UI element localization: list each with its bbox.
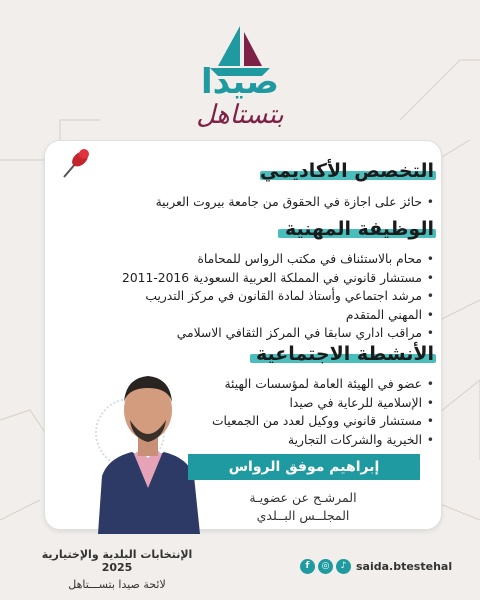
career-list — [122, 250, 434, 343]
candidate-name-banner: إبراهيم موفق الرواس — [188, 454, 420, 480]
instagram-icon[interactable]: ◎ — [318, 559, 333, 574]
brand-logo — [170, 22, 310, 132]
academic-list — [156, 193, 434, 212]
brand-tagline: بتستاهل — [196, 100, 284, 130]
social-icons — [300, 559, 351, 574]
candidate-role-line2: المجلــس البــلدي — [256, 508, 350, 523]
brand-name: صيدا — [200, 62, 280, 102]
tiktok-icon[interactable]: ♪ — [336, 559, 351, 574]
election-title: الإنتخابات البلدية والإختيارية 2025 — [41, 548, 193, 574]
list-item: • مراقب اداري سابقا في المركز الثقافي الاسلامي — [122, 324, 434, 343]
list-item: • محام بالاستئناف في مكتب الرواس للمحاماة — [122, 250, 434, 269]
list-item: • حائز على اجازة في الحقوق من جامعة بيروت العربية — [156, 193, 434, 212]
footer-caption — [32, 548, 202, 591]
facebook-icon[interactable]: f — [300, 559, 315, 574]
push-pin-icon — [56, 143, 96, 183]
candidate-photo — [88, 358, 208, 534]
list-name: لائحة صيدا بتســـتاهل — [68, 578, 166, 591]
social-list — [212, 375, 434, 449]
list-item: • مستشار قانوني في المملكة العربية السعودية 2016-2011 — [122, 269, 434, 288]
section-title-academic: التخصص الأكاديمي — [259, 160, 434, 182]
list-item-continuation: • الخيرية والشركات التجارية — [212, 431, 434, 450]
candidate-role-line1: المرشـح عن عضويـة — [249, 490, 357, 505]
list-item: • مرشد اجتماعي وأستاذ لمادة القانون في مركز التدريب — [122, 287, 434, 306]
list-item: • مستشار قانوني ووكيل لعدد من الجمعيات — [212, 412, 434, 431]
section-title-social: الأنشطة الاجتماعية — [256, 343, 434, 365]
social-handle[interactable]: saida.btestehal — [356, 560, 453, 573]
section-title-career: الوظيفة المهنية — [285, 218, 434, 240]
list-item-continuation: • المهني المتقدم — [122, 306, 434, 325]
list-item-continuation: • الإسلامية للرعاية في صيدا — [212, 394, 434, 413]
list-item: • عضو في الهيئة العامة لمؤسسات الهيئة — [212, 375, 434, 394]
